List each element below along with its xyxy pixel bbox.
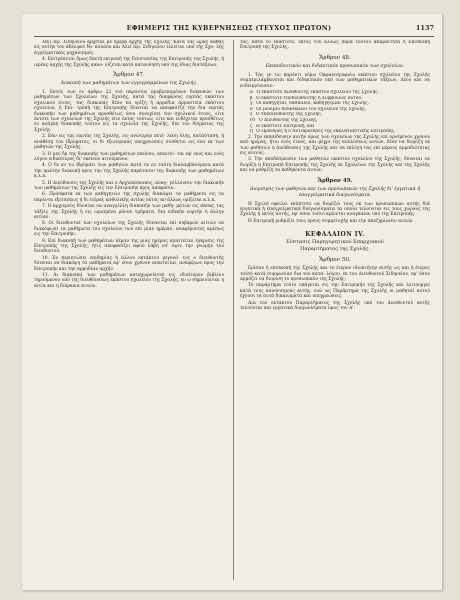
body-paragraph: 6. Πρόσφατα εκ των καθηγητών της σχολής διακόψει τα μαθήματα εις τα παρόντα εξετάσεως ή δι ετέρας καθολικής αιτίας εκτός αν άλλως ορίζεται κ.λ.π. (34, 192, 224, 203)
body-paragraph: 5. Η Διεύθυνσις της Σχολής και ο Αρχιεπίσκοπος, αναγ- γέλλουσιν την διακοπήν των μαθημάτων της Σχολής εις την Επιτροπήν προς απόφασιν. (34, 180, 224, 191)
list-item: ε΄ Ο Υποδιευθυντής της Σχολής. (250, 112, 323, 118)
article-heading: Ἄρθρον 49. (317, 177, 353, 184)
gazette-title: ΕΦΗΜΕΡΙΣ ΤΗΣ ΚΥΒΕΡΝΗΣΕΩΣ (ΤΕΥΧΟΣ ΠΡΩΤΟΝ) (126, 24, 332, 32)
list-item: α΄ Ο εκάστοτε Διευθυντής εκάστου σχολείου της Σχολής. (250, 90, 379, 96)
chapter-heading: ΚΕΦΑΛΑΙΟΝ IV. (305, 231, 365, 239)
body-paragraph: 8. Οι διευθυνταί των σχολείων της Σχολής δύνανται επί σοβαρών αιτιών να διακόψωσι τα μαθήματα του σχολείου των επί μίαν ημέραν, αναφέροντες αμέσως εις την Επιτροπήν. (34, 221, 224, 238)
body-paragraph: 10. Εν περιπτώσει επιδημίας ή άλλου εκτάκτου γεγονό- τος ο διευθυντής δύναται να διακόψη τα μαθήματα εφ' όσον χρόνον απαιτείται, αναφέρων προς την Επιτροπήν και την αρμοδίαν αρχήν. (34, 255, 224, 272)
list-item: γ΄ Οι καθηγηταί, δάσκαλοι, καθηγήτριαι της Σχολής. (250, 101, 369, 107)
body-paragraph: τας, κατά το εκάστοτε, εκτός του άλλως παρά τούτου απαραίτητα η Επισκοπή Επιτροπή της Σχολής. (240, 40, 430, 51)
article-subtitle: Διακοπή των μαθημάτων των εγγεγραμμένων της Σχολής. (60, 81, 198, 87)
article-heading: Ἄρθρον 47. (113, 72, 145, 79)
body-paragraph: 9. Επί διακοπή των μαθημάτων πέραν της μιας ημέρας απαιτείται έγκρισις της Επιτροπής της Σχολής, ήτις αποφασίζει αφού λάβη υπ' όψιν την γνώμην του διευθυντού. (34, 238, 224, 255)
body-paragraph: 3. Την αποδέσμευσιν των μαθητών εκάστου σχολείου της Σχολής, δύναται να διορίζη η Επιτροπή Επιτροπής της Σχολής εκ Σχολείων της Σχολής και της Σχολής και να ρυθμίζη τα καθήκοντα αυτών. (240, 157, 430, 174)
column-divider (233, 40, 234, 580)
body-paragraph: 7. Ο αρχιερεύς δύναται να αναγγέλλη διακοπήν των μαθη- μάτων εις πάσας τας τάξεις της Σχολής ή εις ωρισμένα μόνον τμήματα, δια ειδικήν εορτήν ή άλλην αιτίαν. (34, 204, 224, 220)
article-subtitle: Διορισμός των μαθητών και των προσωπικών της Σχολής δι' έργατικά ή επαγγελματικά διαγωνίσματα. (250, 186, 420, 198)
body-paragraph: 4. Ο δε εν τω Ιδρύματι των μαθητών κατά τα εν ταύτη διαλαμβανόμενα κατά την πρώτην διακοπή προς την της Σχολής παράτασιν της διακοπής των μαθημάτων κ.λ.π. (34, 163, 224, 180)
body-paragraph: 1. Τας εν τω παρόντι νόμω Ορφανοτροφείω εκάστου σχολείου της Σχολής συμπεριλαμβάνεται και διδακτικόν υπό των μαθηματικών τάξεων. Δέον και να ενδεικνύουσιν: (240, 72, 430, 89)
body-paragraph: Το παράρτημα τούτο υπάγεται εις την Επιτροπήν της Σχολής και λειτουργεί κατά τους κανονισμούς αυτής, ενώ ως Παράρτημα της Σχολής οι μαθηταί αυτού έχουσι τα αυτά δικαιώματα και υποχρεώσεις. (240, 283, 430, 300)
newspaper-page (22, 14, 442, 590)
body-paragraph: 11. Αι διακοπαί των μαθημάτων καταχωρούνται εις ιδιαίτερον βιβλίον τηρούμενον υπό της διευθύνσεως εκάστου σχολείου της Σχολής, εν ω σημειούνται η αιτία και η διάρκεια αυτών. (34, 273, 224, 289)
body-paragraph: 2. Εάν εις τας εορτάς της Σχολής, εις ανώτερην εκτέ- λεση ύλης, κατάσταση, ή αναθέση του Ιδρύματος, οι δι εξωτερικάς υποχρεώσεις σύνθετοι εις ένα εκ των μαθητών της Σχολής. (34, 134, 224, 151)
list-item: ζ΄ Η εκάστοτε Επιτροπή, και (250, 123, 315, 129)
body-paragraph: 4. Επιτρέπεται ὅμως δεκτή εκτροπή της Επιστασίας της Επιτροπής της Σχολής, ή ιερέας αρχής της Σχολής κανο- νίζεται κατά κατανόηση υπό της ίδιας διατάξεων. (34, 57, 224, 68)
list-item: δ΄ Οι μόνιμοι διδάσκαλοι του σχολείου της Σχολής. (250, 106, 367, 112)
left-column (34, 40, 224, 580)
body-paragraph: Η Σχολή οφείλει εκάστοτε να διορίζει τους εκ των προσωπικών αυτής διά εργατικά ή επαγγελματικά διαγωνίσματα τα οποία τελούνται εις τους χώρους της Σχολής ή εκτός αυτής, εφ' όσον τούτο κρίνεται αναγκαίον υπό της Επιτροπής. (240, 201, 430, 218)
article-heading: Ἄρθρον 50. (319, 257, 351, 264)
right-column (240, 40, 430, 580)
chapter-subtitle: Σύστασις Παρηγορητικού Επαρχιακού (286, 239, 384, 246)
list-item: η΄ Ο Πρόεδρος ή ο Αντιπρόεδρος της εκκλησιαστικής Επιτροπής. (250, 129, 396, 135)
body-paragraph: 3. Ο μεν δρ της διακοπής των μαθημάτων εκείνου, απαιτεί- ται εφ' ενός και ενός λόγου ειδικότερος δι' εκείνον αιτούμενον. (34, 151, 224, 162)
body-paragraph: λέξι Ιερ. Σιδηνείου ἄρχεται με ήμέρα άρχής τής Σχολής. Κατά τάς ώρας καθάς είς αυτήν του άδελφού Νι- κολάου και Αλιέ Ιερ. Σιδηνείου τελείται υπό τής Σχο- λής άγγελματικός μηχανισμός. (34, 40, 224, 56)
body-paragraph: 2. Την εκπαίδευσιν αυτήν όμως των σχολείων της Σχολής επί ορισμένον χρόνον από ημέρας, ήτοι ενός έτους, και μέχρι της απολύσεως αυτών, δέον να διορίζη εκ των μαθητών η Διεύθυνσις της Σχολής και να εκλέγη τας επί μέρους αρμοδιότητας εις αυτούς. (240, 134, 430, 156)
page-header (34, 24, 434, 37)
list-item: στ΄ Ο Διευθυντής της Σχολής. (250, 118, 318, 123)
chapter-subtitle: Παραρτήματος της Σχολής. (300, 246, 370, 253)
page-number: 1137 (415, 24, 434, 32)
body-paragraph: Ερίσαν ή επισκοπή της Σχολής και το έτερον ιδιοκτήτην αυτής ως και ή έτερος τούτο κατά συμφωνίαν δια του κατα- λόγου, εκ του Διευθυντού Σιδηνείου, εφ' όσον αρμόζει να διορίση το προσωπικόν της Σχολής. (240, 266, 430, 283)
article-heading: Ἄρθρον 48. (319, 54, 351, 61)
body-paragraph: Η Επιτροπή ρυθμίζει τους όρους συμμετοχής και την αποζημίωσιν αυτών. (248, 218, 414, 224)
body-paragraph: Δια του εκτάκτου Παραρτήματος της Σχολής υπό του Διευθυντού αυτής τελούνται και εργατικά διαγωνίσματα προς τον Α'. (240, 300, 430, 312)
body-paragraph: 1. Εκτός των εν άρθρω 22 τού παρόντος προβλεπομένων διακοπών των μαθημάτων των Σχολείων της Σχολής, κατά τας διαφόρους εορτάς εκάστου σχολικού έτους, τας διακοπάς δέον να ορίζη ή αρμόδια άρμοστεία εκάστου σχολείου, ή Επι- τροπή της Επιτροπής δύναται να αποφασίζη την δια εορτάς διακοπήν των μαθημάτων προσθέτως όσοι συνεχίσει του σχολικού έτους, είτε έκτοτε των σχολείων της Σχολής είτε έκτος τούτων, είτε και ενδέχεται προσθέτως εν ανάγκη διακοπής τούτου εις τα σχολεία της Σχολής, δια του δόγματος της Σχολής. (34, 90, 224, 133)
article-subtitle: Εκπαιδευτικόν και διδακτικόν προσωπικόν των σχολείων. (265, 63, 405, 69)
list-item: β΄ Ο εκάστοτε Υποδιευθυντής ή Σύμβουλος αυτού. (250, 95, 363, 101)
